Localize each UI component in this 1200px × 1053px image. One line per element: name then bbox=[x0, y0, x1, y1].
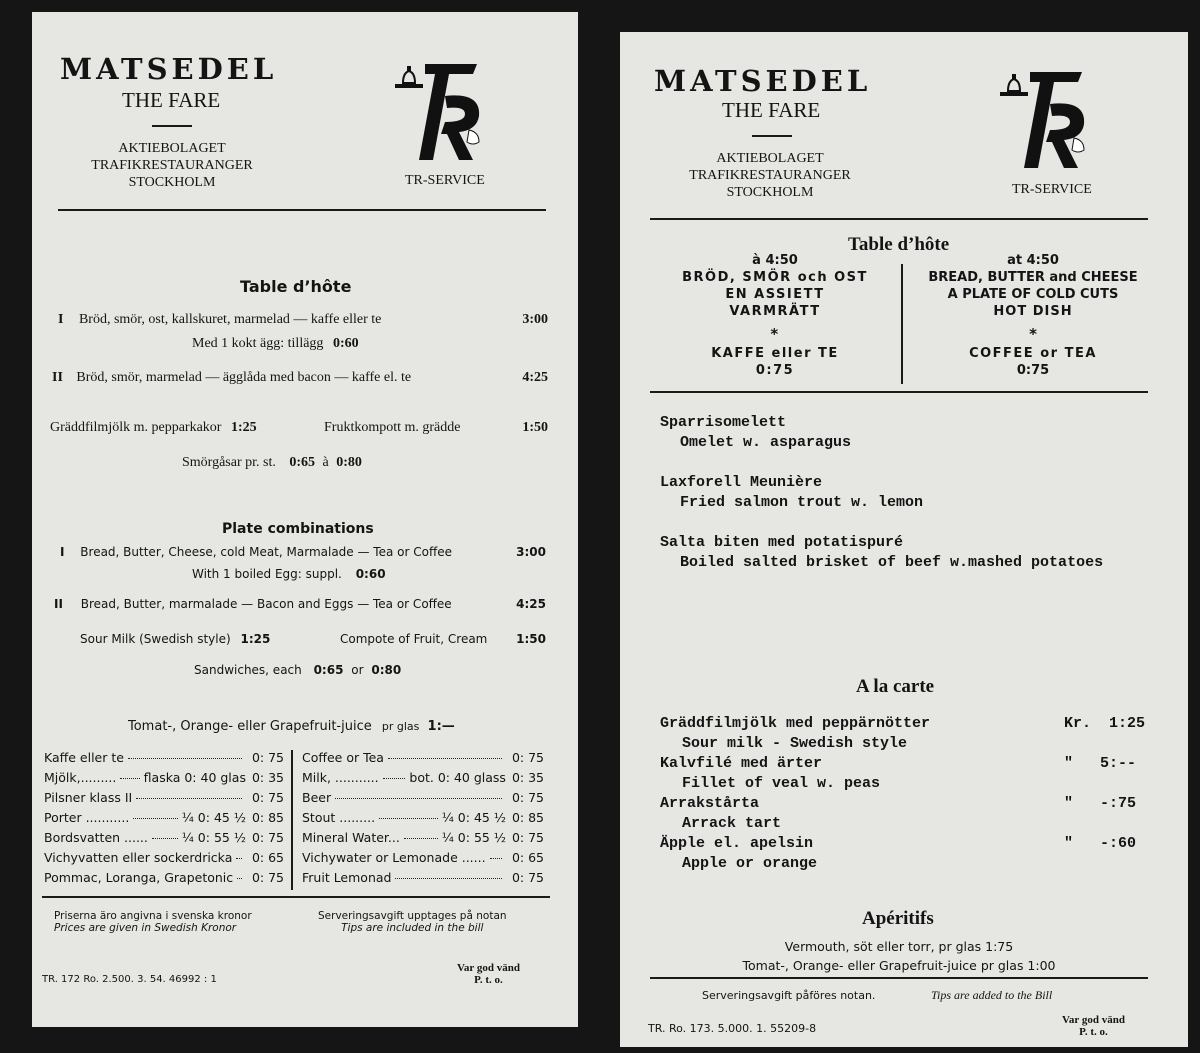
drink-size: bot. 0: 40 glass bbox=[409, 770, 506, 785]
carte-item-english: Sour milk - Swedish style bbox=[682, 735, 908, 752]
table-dhote-item-2: II Bröd, smör, marmelad — ägglåda med bacon — kaffe el. te 4:25 bbox=[52, 370, 548, 385]
dot-leader bbox=[133, 818, 177, 819]
header-rule bbox=[58, 209, 546, 211]
carte-item-price: " -:60 bbox=[1064, 835, 1137, 852]
dish-english: Boiled salted brisket of beef w.mashed potatoes bbox=[680, 554, 1104, 571]
menu-sheet-left bbox=[32, 12, 578, 1027]
menu-subtitle: THE FARE bbox=[722, 98, 821, 122]
drink-name: Porter ........... bbox=[44, 810, 130, 825]
print-code: TR. Ro. 173. 5.000. 1. 55209-8 bbox=[648, 1022, 817, 1035]
table-dhote-swedish: à 4:50 BRÖD, SMÖR och OST EN ASSIETT VARMRÄTT * KAFFE eller TE 0:75 bbox=[682, 253, 868, 378]
drink-size: ¼ 0: 55 ½ bbox=[441, 830, 506, 845]
drink-row bbox=[44, 850, 284, 865]
drink-row bbox=[44, 790, 284, 805]
drink-name: Vichyvatten eller sockerdricka bbox=[44, 850, 233, 865]
dot-leader bbox=[237, 878, 242, 879]
dot-leader bbox=[335, 798, 502, 799]
please-turn-over: Var god vänd P. t. o. bbox=[1062, 1014, 1125, 1038]
table-dhote-item-1-extra: Med 1 kokt ägg: tillägg 0:60 bbox=[192, 336, 359, 351]
plate-sandwich: Sandwiches, each 0:65 or 0:80 bbox=[194, 663, 402, 677]
dot-leader bbox=[152, 838, 178, 839]
title-divider bbox=[152, 125, 192, 127]
header-rule bbox=[650, 218, 1148, 220]
plate-item-1: I Bread, Butter, Cheese, cold Meat, Marmalade — Tea or Coffee 3:00 bbox=[60, 545, 546, 559]
drink-price: 0: 65 bbox=[251, 850, 284, 865]
plate-combinations-heading: Plate combinations bbox=[222, 521, 374, 537]
dot-leader bbox=[383, 778, 406, 779]
drink-name: Milk, ........... bbox=[302, 770, 379, 785]
drink-name: Bordsvatten ...... bbox=[44, 830, 148, 845]
footer-service-note: Serveringsavgift påföres notan. bbox=[702, 989, 876, 1002]
menu-sheet-right bbox=[620, 32, 1188, 1047]
drink-price: 0: 75 bbox=[251, 790, 284, 805]
drink-name: Pilsner klass II bbox=[44, 790, 133, 805]
dish-english: Fried salmon trout w. lemon bbox=[680, 494, 924, 511]
footer-prices-note: Priserna äro angivna i svenska kronor Prices are given in Swedish Kronor bbox=[54, 910, 252, 934]
please-turn-over: Var god vänd P. t. o. bbox=[457, 962, 520, 986]
drink-name: Mjölk,......... bbox=[44, 770, 117, 785]
drink-name: Vichywater or Lemonade ...... bbox=[302, 850, 486, 865]
drink-row bbox=[44, 870, 284, 885]
drink-size: ¼ 0: 55 ½ bbox=[181, 830, 246, 845]
dot-leader bbox=[490, 858, 502, 859]
footer-rule bbox=[42, 896, 550, 898]
tr-logo-icon bbox=[389, 56, 489, 168]
drink-price: 0: 85 bbox=[511, 810, 544, 825]
table-dhote-rule bbox=[650, 391, 1148, 393]
menu-subtitle: THE FARE bbox=[122, 88, 221, 112]
table-dhote-english: at 4:50 BREAD, BUTTER and CHEESE A PLATE OF COLD CUTS HOT DISH * COFFEE or TEA 0:75 bbox=[928, 253, 1138, 378]
drink-name: Mineral Water... bbox=[302, 830, 400, 845]
table-dhote-item-1: I Bröd, smör, ost, kallskuret, marmelad — kaffe eller te 3:00 bbox=[58, 312, 548, 327]
drink-row bbox=[302, 850, 544, 865]
drink-name: Fruit Lemonad bbox=[302, 870, 392, 885]
juice-line: Tomat-, Orange- eller Grapefruit-juice pr glas 1:— bbox=[128, 719, 455, 734]
aperitifs-list: Vermouth, söt eller torr, pr glas 1:75 Tomat-, Orange- eller Grapefruit-juice pr glas 1:00 bbox=[742, 939, 1056, 973]
drink-row bbox=[44, 810, 284, 825]
dot-leader bbox=[136, 798, 242, 799]
drink-size: ¼ 0: 45 ½ bbox=[181, 810, 246, 825]
menu-title: MATSEDEL bbox=[654, 64, 872, 98]
drink-row bbox=[302, 790, 544, 805]
carte-item-swedish: Arrakstårta bbox=[660, 795, 760, 812]
drink-price: 0: 35 bbox=[251, 770, 284, 785]
aperitifs-heading: Apéritifs bbox=[862, 908, 934, 929]
drink-price: 0: 75 bbox=[511, 870, 544, 885]
tr-logo-icon bbox=[994, 64, 1094, 176]
carte-item-swedish: Gräddfilmjölk med peppärnötter bbox=[660, 715, 931, 732]
dot-leader bbox=[236, 858, 242, 859]
dot-leader bbox=[128, 758, 242, 759]
footer-rule bbox=[650, 977, 1148, 979]
a-la-carte-heading: A la carte bbox=[856, 676, 935, 697]
drink-name: Pommac, Loranga, Grapetonic bbox=[44, 870, 234, 885]
dot-leader bbox=[395, 878, 501, 879]
carte-item-swedish: Kalvfilé med ärter bbox=[660, 755, 823, 772]
drink-name: Beer bbox=[302, 790, 332, 805]
carte-item-english: Apple or orange bbox=[682, 855, 818, 872]
company-name: AKTIEBOLAGET TRAFIKRESTAURANGER STOCKHOLM bbox=[91, 141, 253, 190]
logo-caption: TR-SERVICE bbox=[1012, 182, 1092, 197]
drink-price: 0: 85 bbox=[251, 810, 284, 825]
drink-price: 0: 65 bbox=[511, 850, 544, 865]
dot-leader bbox=[388, 758, 502, 759]
drink-price: 0: 75 bbox=[251, 830, 284, 845]
drink-row bbox=[302, 770, 544, 785]
dish-english: Omelet w. asparagus bbox=[680, 434, 852, 451]
plate-item-1-extra: With 1 boiled Egg: suppl. 0:60 bbox=[192, 567, 386, 581]
table-dhote-divider bbox=[901, 264, 903, 384]
dish-swedish: Salta biten med potatispuré bbox=[660, 534, 904, 551]
menu-title: MATSEDEL bbox=[60, 52, 278, 86]
dish-swedish: Laxforell Meunière bbox=[660, 474, 823, 491]
carte-item-english: Arrack tart bbox=[682, 815, 782, 832]
drink-price: 0: 35 bbox=[511, 770, 544, 785]
dot-leader bbox=[379, 818, 438, 819]
drink-price: 0: 75 bbox=[511, 750, 544, 765]
drink-row bbox=[302, 830, 544, 845]
print-code: TR. 172 Ro. 2.500. 3. 54. 46992 : 1 bbox=[42, 974, 217, 985]
carte-item-price: " -:75 bbox=[1064, 795, 1137, 812]
drink-row bbox=[44, 830, 284, 845]
table-dhote-heading: Table d’hôte bbox=[240, 277, 352, 296]
dish-swedish: Sparrisomelett bbox=[660, 414, 787, 431]
drink-row bbox=[44, 770, 284, 785]
drink-size: flaska 0: 40 glas bbox=[143, 770, 246, 785]
drink-row bbox=[44, 750, 284, 765]
drink-price: 0: 75 bbox=[251, 870, 284, 885]
carte-item-swedish: Äpple el. apelsin bbox=[660, 835, 814, 852]
carte-item-english: Fillet of veal w. peas bbox=[682, 775, 881, 792]
drinks-column-divider bbox=[291, 750, 293, 890]
drink-row bbox=[302, 750, 544, 765]
drink-price: 0: 75 bbox=[511, 790, 544, 805]
drink-name: Stout ......... bbox=[302, 810, 376, 825]
carte-item-price: " 5:-- bbox=[1064, 755, 1137, 772]
drink-price: 0: 75 bbox=[251, 750, 284, 765]
drink-size: ¼ 0: 45 ½ bbox=[441, 810, 506, 825]
drink-row bbox=[302, 810, 544, 825]
drink-name: Kaffe eller te bbox=[44, 750, 124, 765]
table-dhote-extras: Gräddfilmjölk m. pepparkakor 1:25 Fruktkompott m. grädde 1:50 bbox=[50, 420, 548, 435]
carte-item-price: Kr. 1:25 bbox=[1064, 715, 1146, 732]
plate-extras: Sour Milk (Swedish style) 1:25 Compote of Fruit, Cream 1:50 bbox=[80, 632, 546, 646]
drink-row bbox=[302, 870, 544, 885]
dot-leader bbox=[120, 778, 139, 779]
table-dhote-sandwich: Smörgåsar pr. st. 0:65 à 0:80 bbox=[182, 455, 362, 470]
company-name: AKTIEBOLAGET TRAFIKRESTAURANGER STOCKHOLM bbox=[689, 151, 851, 200]
logo-caption: TR-SERVICE bbox=[405, 173, 485, 188]
footer-service-note: Serveringsavgift upptages på notan Tips are included in the bill bbox=[318, 910, 507, 934]
drink-name: Coffee or Tea bbox=[302, 750, 384, 765]
title-divider bbox=[752, 135, 792, 137]
drink-price: 0: 75 bbox=[511, 830, 544, 845]
dot-leader bbox=[404, 838, 438, 839]
plate-item-2: II Bread, Butter, marmalade — Bacon and Eggs — Tea or Coffee 4:25 bbox=[54, 597, 546, 611]
table-dhote-heading: Table d’hôte bbox=[848, 234, 950, 255]
footer-tips-note: Tips are added to the Bill bbox=[931, 988, 1053, 1002]
